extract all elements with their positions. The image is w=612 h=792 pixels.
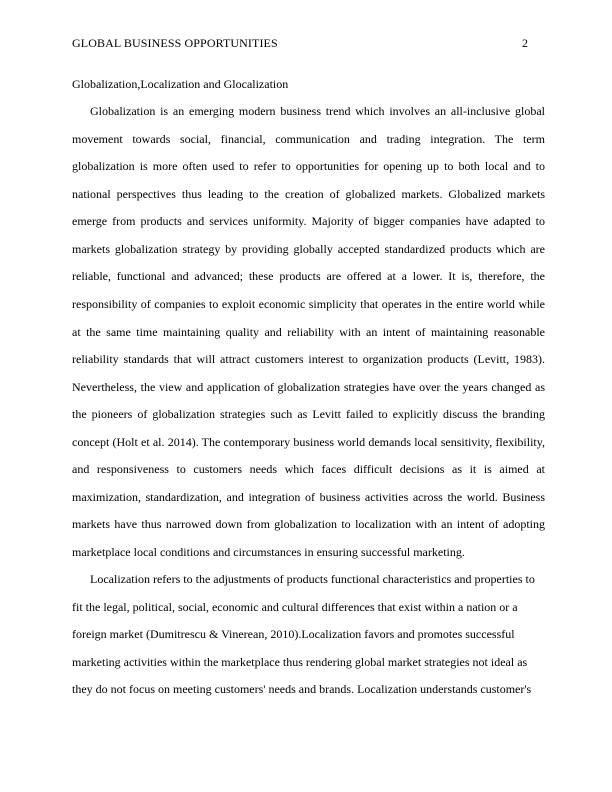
page-number: 2 <box>522 36 528 50</box>
body-paragraph-2: Localization refers to the adjustments of products functional characteristics and properties to fit the legal, political, social, economic and cultural differences that exist within a nation or a foreign market (Dumitrescu & Vinerean, 2010).Localization favors and promotes successful marketing activities within the marketplace thus rendering global market strategies not ideal as they do not focus on meeting customers' needs and brands. Localization understands customer's <box>72 572 535 697</box>
running-head: GLOBAL BUSINESS OPPORTUNITIES <box>72 36 278 50</box>
section-title: Globalization,Localization and Glocalization <box>72 77 289 91</box>
body-paragraph-1: Globalization is an emerging modern business trend which involves an all-inclusive global movement towards social, financial, communication and trading integration. The term globalization is more often used to refer to opportunities for opening up to both local and to national perspectives thus leading to the creation of globalized markets. Globalized markets emerge from products and services uniformity. Majority of bigger companies have adapted to markets globalization strategy by providing globally accepted standardized products which are reliable, functional and advanced; these products are offered at a lower. It is, therefore, the responsibility of companies to exploit economic simplicity that operates in the entire world while at the same time maintaining quality and reliability with an intent of maintaining reasonable reliability standards that will attract customers interest to organization products (Levitt, 1983). Nevertheless, the view and application of globalization strategies have over the years changed as the pioneers of globalization strategies such as Levitt failed to explicitly discuss the branding concept (Holt et al. 2014). The contemporary business world demands local sensitivity, flexibility, and responsiveness to customers needs which faces difficult decisions as it is aimed at maximization, standardization, and integration of business activities across the world. Business markets have thus narrowed down from globalization to localization with an intent of adopting marketplace local conditions and circumstances in ensuring successful marketing. <box>72 104 545 559</box>
